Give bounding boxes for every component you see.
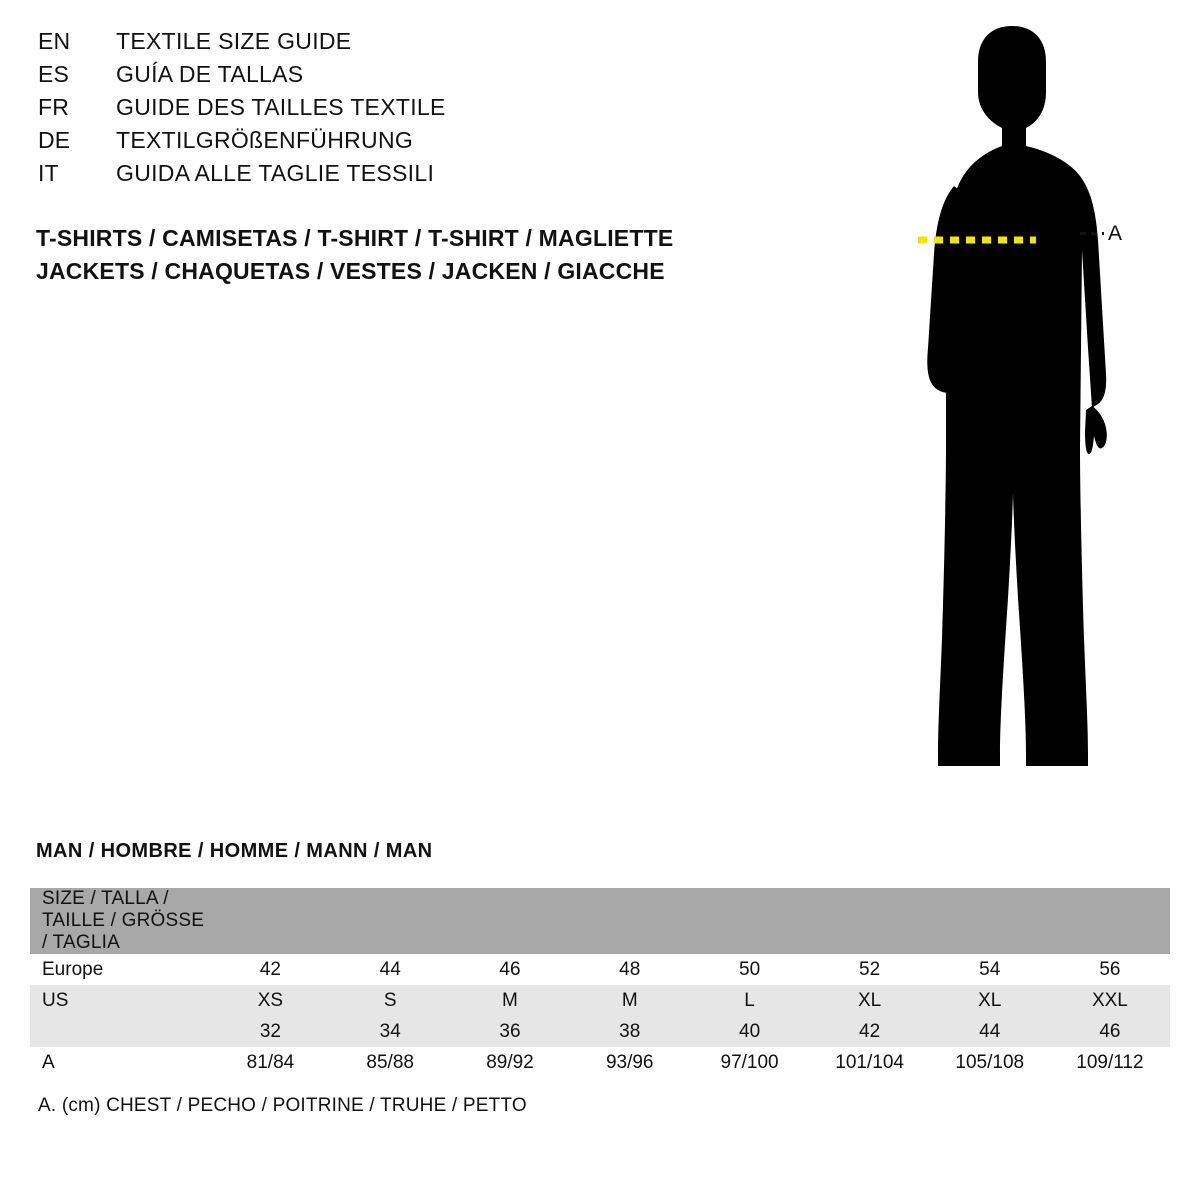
measure-label-a: A	[1108, 222, 1123, 245]
row-label: A	[30, 1047, 211, 1078]
table-cell: 32	[211, 1016, 331, 1047]
language-title: GUÍA DE TALLAS	[116, 61, 304, 87]
table-cell: 101/104	[810, 1047, 930, 1078]
table-row	[30, 1047, 1170, 1078]
table-cell: 93/96	[570, 1047, 690, 1078]
table-cell: 81/84	[211, 1047, 331, 1078]
language-row-es	[38, 61, 738, 94]
table-cell: 42	[211, 954, 331, 985]
table-row	[30, 954, 1170, 985]
language-list	[38, 28, 738, 193]
table-cell: 97/100	[690, 1047, 810, 1078]
table-cell: XL	[930, 985, 1050, 1016]
language-row-de	[38, 127, 738, 160]
row-label: US	[30, 985, 211, 1016]
language-row-it	[38, 160, 738, 193]
table-cell: 48	[570, 954, 690, 985]
language-title: TEXTILGRÖßENFÜHRUNG	[116, 127, 414, 153]
table-cell: 46	[1050, 1016, 1170, 1047]
row-label: Europe	[30, 954, 211, 985]
language-title: TEXTILE SIZE GUIDE	[116, 28, 352, 54]
table-cell: 105/108	[930, 1047, 1050, 1078]
table-cell: 85/88	[330, 1047, 450, 1078]
body-silhouette-figure	[830, 18, 1170, 788]
table-group-title: MAN / HOMBRE / HOMME / MANN / MAN	[36, 840, 433, 862]
category-jackets: JACKETS / CHAQUETAS / VESTES / JACKEN / GIACCHE	[36, 258, 665, 284]
category-tshirts: T-SHIRTS / CAMISETAS / T-SHIRT / T-SHIRT / MAGLIETTE	[36, 225, 674, 251]
table-cell: M	[450, 985, 570, 1016]
language-code: ES	[38, 61, 70, 87]
table-header-label: SIZE / TALLA / TAILLE / GRÖSSE / TAGLIA	[30, 888, 211, 954]
table-cell: M	[570, 985, 690, 1016]
table-cell: XL	[810, 985, 930, 1016]
language-title: GUIDE DES TAILLES TEXTILE	[116, 94, 446, 120]
table-cell: 40	[690, 1016, 810, 1047]
table-row	[30, 1016, 1170, 1047]
man-silhouette-icon	[830, 18, 1170, 788]
table-cell: 38	[570, 1016, 690, 1047]
table-cell: 36	[450, 1016, 570, 1047]
table-cell: S	[330, 985, 450, 1016]
garment-category-list	[36, 222, 796, 288]
table-row	[30, 985, 1170, 1016]
table-cell: 54	[930, 954, 1050, 985]
language-code: IT	[38, 160, 59, 186]
table-cell: XXL	[1050, 985, 1170, 1016]
table-cell: 46	[450, 954, 570, 985]
table-cell: L	[690, 985, 810, 1016]
table-cell: 109/112	[1050, 1047, 1170, 1078]
language-title: GUIDA ALLE TAGLIE TESSILI	[116, 160, 435, 186]
language-code: EN	[38, 28, 71, 54]
table-header-row	[30, 888, 1170, 954]
table-cell: 42	[810, 1016, 930, 1047]
size-table	[30, 888, 1170, 1078]
measure-leader-dashes	[1080, 232, 1104, 235]
table-cell: 44	[930, 1016, 1050, 1047]
table-cell: 44	[330, 954, 450, 985]
table-cell: 52	[810, 954, 930, 985]
table-cell: XS	[211, 985, 331, 1016]
table-cell: 50	[690, 954, 810, 985]
table-cell: 56	[1050, 954, 1170, 985]
language-row-fr	[38, 94, 738, 127]
table-cell: 89/92	[450, 1047, 570, 1078]
language-code: FR	[38, 94, 70, 120]
language-code: DE	[38, 127, 71, 153]
language-row-en	[38, 28, 738, 61]
table-footnote: A. (cm) CHEST / PECHO / POITRINE / TRUHE / PETTO	[38, 1095, 527, 1116]
row-label	[30, 1016, 211, 1047]
table-cell: 34	[330, 1016, 450, 1047]
